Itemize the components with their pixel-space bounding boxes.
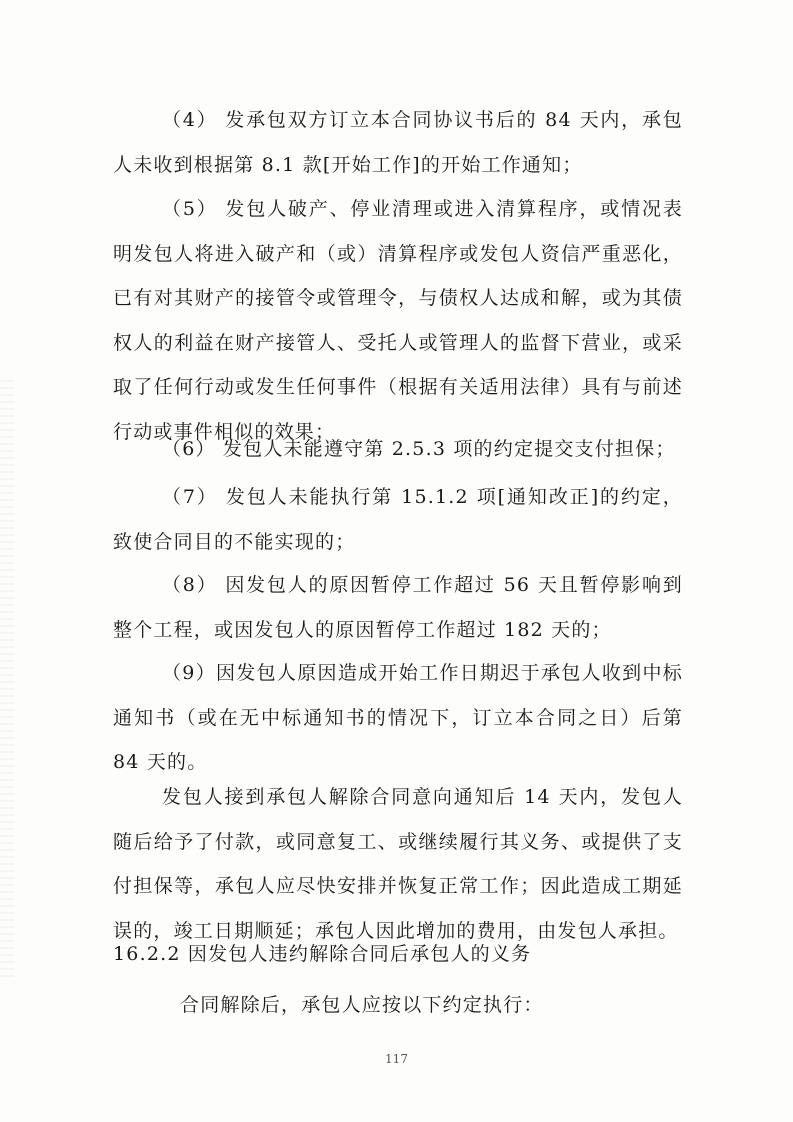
page-number: 117	[385, 1052, 408, 1066]
paragraph-item-9: （9）因发包人原因造成开始工作日期迟于承包人收到中标通知书（或在无中标通知书的情况下，订立本合同之日）后第 84 天的。	[113, 662, 691, 773]
paragraph-remedy: 发包人接到承包人解除合同意向通知后 14 天内，发包人随后给予了付款，或同意复工、或继续履行其义务、或提供了支付担保等，承包人应尽快安排并恢复正常工作；因此造成工期延误的，竣工日期顺延；承包人因此增加的费用，由发包人承担。	[113, 786, 683, 942]
section-heading: 16.2.2 因发包人违约解除合同后承包人的义务	[113, 943, 532, 965]
paragraph-item-5: （5） 发包人破产、停业清理或进入清算程序，或情况表明发包人将进入破产和（或）清算程序或发包人资信严重恶化，已有对其财产的接管令或管理令，与债权人达成和解，或为其债权人的利益在财产接管人、受托人或管理人的监督下营业，或采取了任何行动或发生任何事件（根据有关适用法律）具有与前述行动或事件相似的效果；	[113, 198, 683, 443]
paragraph-item-4: （4） 发承包双方订立本合同协议书后的 84 天内，承包人未收到根据第 8.1 款[开始工作]的开始工作通知；	[113, 109, 683, 176]
scan-edge-artifact	[0, 380, 14, 980]
paragraph-item-6: （6） 发包人未能遵守第 2.5.3 项的约定提交支付担保；	[162, 438, 676, 460]
paragraph-item-8: （8） 因发包人的原因暂停工作超过 56 天且暂停影响到整个工程，或因发包人的原因暂停工作超过 182 天的；	[113, 574, 683, 641]
paragraph-item-7: （7） 发包人未能执行第 15.1.2 项[通知改正]的约定，致使合同目的不能实现的；	[113, 486, 683, 553]
closing-line: 合同解除后，承包人应按以下约定执行：	[180, 994, 544, 1016]
